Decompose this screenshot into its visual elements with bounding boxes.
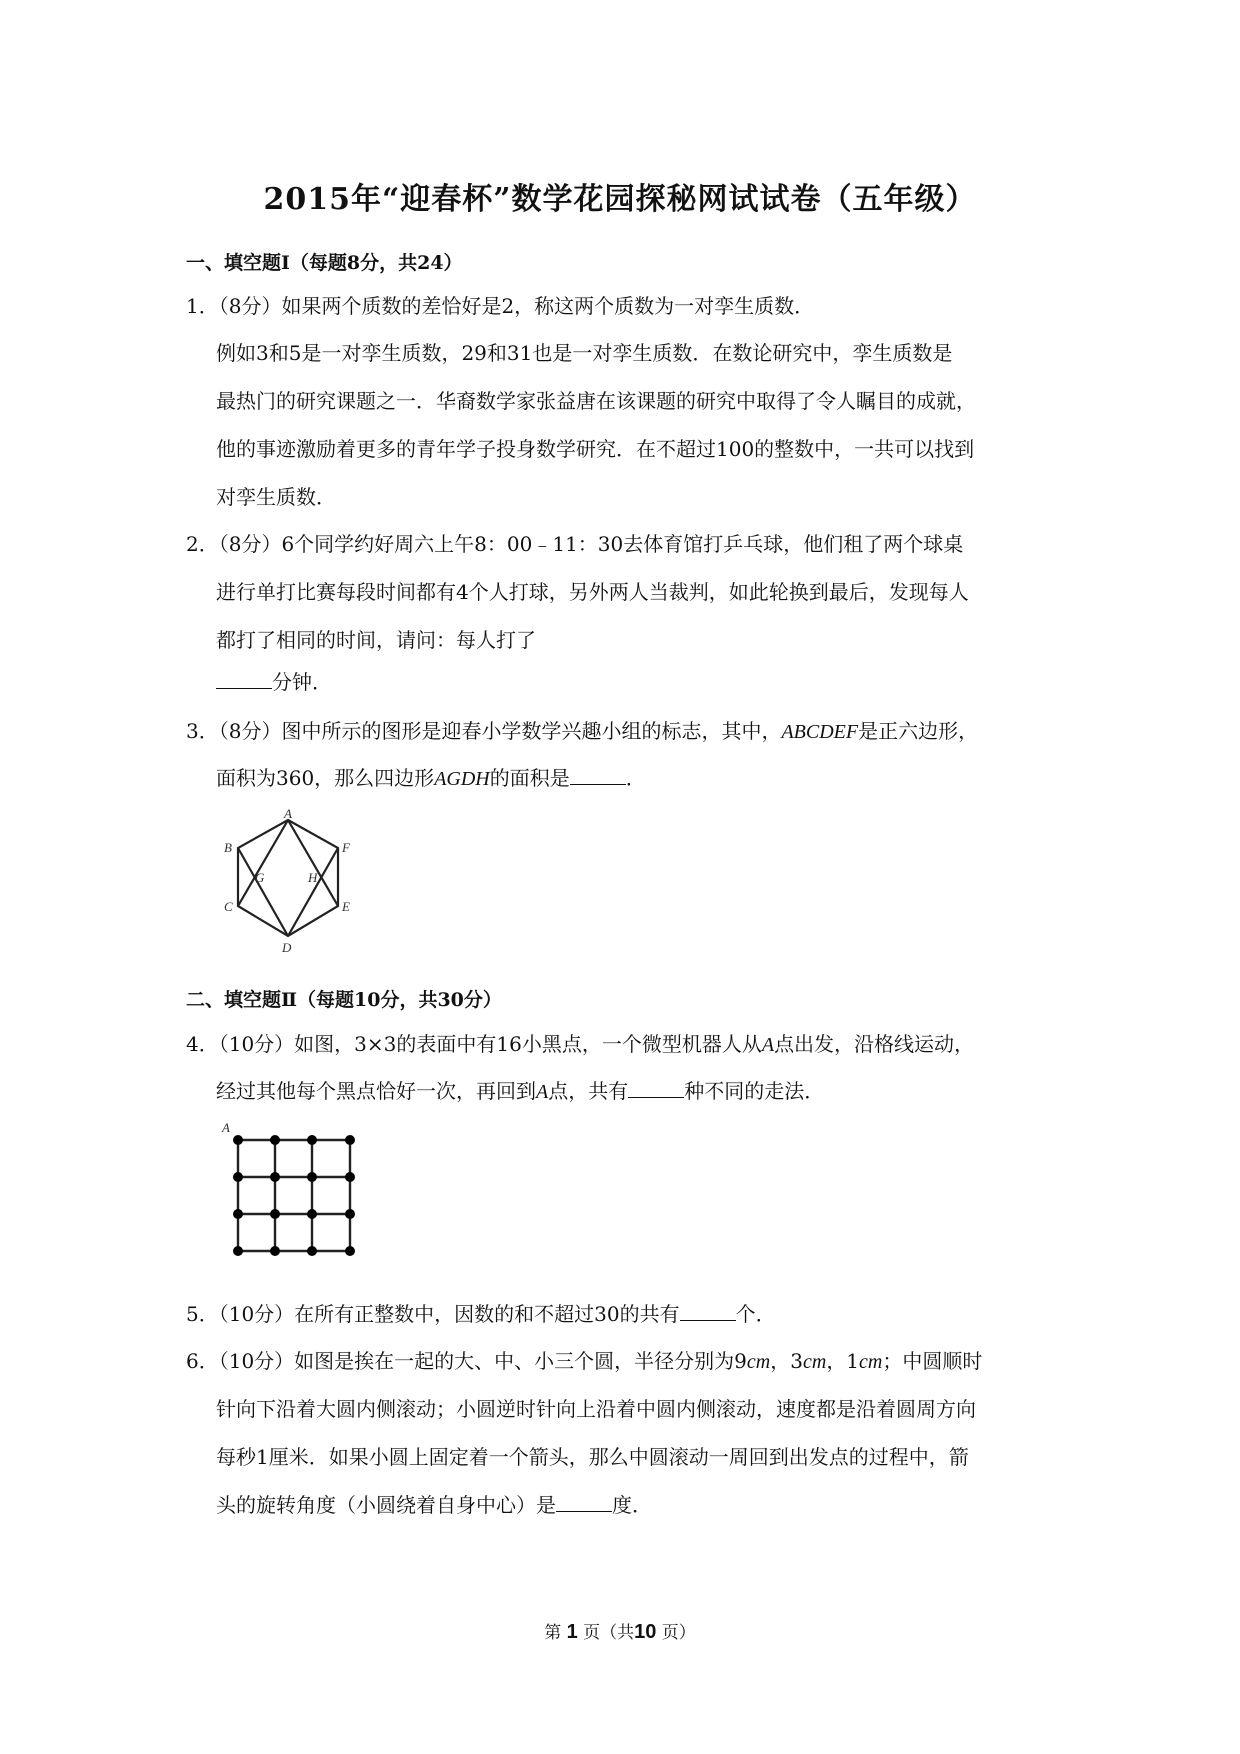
question-1-line-5: 对孪生质数． [216, 485, 336, 509]
variable: A [761, 1034, 775, 1056]
total-pages: 10 [634, 1621, 657, 1643]
label-c: C [224, 899, 233, 914]
question-2-line-2: 进行单打比赛每段时间都有4个人打球，另外两人当裁判，如此轮换到最后，发现每人 [216, 580, 969, 604]
answer-blank[interactable] [556, 1492, 612, 1512]
label-g: G [255, 870, 265, 885]
question-1-line-3: 最热门的研究课题之一．华裔数学家张益唐在该课题的研究中取得了令人瞩目的成就， [216, 389, 976, 413]
question-3-line-2: 面积为360，那么四边形AGDH的面积是 ． [216, 766, 646, 790]
page-title: 2015年“迎春杯”数学花园探秘网试试卷（五年级） [263, 182, 977, 217]
question-4-line-2: 经过其他每个黑点恰好一次，再回到A点，共有 种不同的走法． [216, 1079, 825, 1103]
question-number: 3． [186, 719, 219, 743]
label-a: A [284, 808, 292, 821]
question-1-line-2: 例如3和5是一对孪生质数，29和31也是一对孪生质数．在数论研究中，孪生质数是 [216, 341, 953, 365]
question-number: 6． [186, 1349, 219, 1373]
question-number: 2． [186, 532, 219, 556]
grid-label-a: A [222, 1122, 230, 1135]
dot-grid-figure [218, 1122, 358, 1262]
answer-blank[interactable] [216, 669, 272, 689]
question-5-line-1: 5．（10分）在所有正整数中，因数的和不超过30的共有 个． [186, 1302, 776, 1326]
question-6-line-3: 每秒1厘米．如果小圆上固定着一个箭头，那么中圆滚动一周回到出发点的过程中，箭 [216, 1445, 969, 1469]
label-d: D [282, 940, 292, 955]
question-number: 4． [186, 1032, 219, 1056]
section-heading-2: 二、填空题Ⅱ（每题10分，共30分） [186, 989, 502, 1011]
question-number: 5． [186, 1302, 219, 1326]
label-e: E [342, 899, 350, 914]
question-1-line-4: 他的事迹激励着更多的青年学子投身数学研究．在不超过100的整数中，一共可以找到 [216, 437, 975, 461]
question-6-line-1: 6．（10分）如图是挨在一起的大、中、小三个圆，半径分别为9cm，3cm，1cm；中圆顺时 [186, 1349, 983, 1373]
question-3-line-1: 3．（8分）图中所示的图形是迎春小学数学兴趣小组的标志，其中，ABCDEF是正六边形， [186, 719, 979, 743]
answer-blank[interactable] [570, 765, 626, 785]
variable: AGDH [434, 768, 490, 790]
question-number: 1． [186, 294, 219, 318]
section-heading-1: 一、填空题Ⅰ（每题8分，共24） [186, 252, 463, 274]
label-h: H [308, 870, 318, 885]
question-2-line-3: 都打了相同的时间，请问：每人打了 [216, 628, 536, 652]
variable: A [536, 1081, 549, 1103]
answer-blank[interactable] [628, 1078, 684, 1098]
answer-blank[interactable] [680, 1301, 736, 1321]
question-1-line-1: 1．（8分）如果两个质数的差恰好是2，称这两个质数为一对孪生质数． [186, 294, 815, 318]
question-6-line-4: 头的旋转角度（小圆绕着自身中心）是 度． [216, 1493, 652, 1517]
current-page: 1 [566, 1621, 578, 1643]
question-6-line-2: 针向下沿着大圆内侧滚动；小圆逆时针向上沿着中圆内侧滚动，速度都是沿着圆周方向 [216, 1397, 976, 1421]
question-4-line-1: 4．（10分）如图，3×3的表面中有16小黑点，一个微型机器人从A点出发，沿格线运动， [186, 1032, 975, 1056]
label-b: B [224, 840, 232, 855]
question-2-answer-line: 分钟． [216, 666, 332, 695]
variable: ABCDEF [781, 721, 859, 743]
page-footer: 第 1 页（共10 页） [544, 1621, 696, 1643]
label-f: F [342, 840, 350, 855]
hexagon-figure [218, 808, 358, 958]
question-2-line-1: 2．（8分）6个同学约好周六上午8：00﹣11：30去体育馆打乒乓球，他们租了两个球桌 [186, 532, 964, 556]
